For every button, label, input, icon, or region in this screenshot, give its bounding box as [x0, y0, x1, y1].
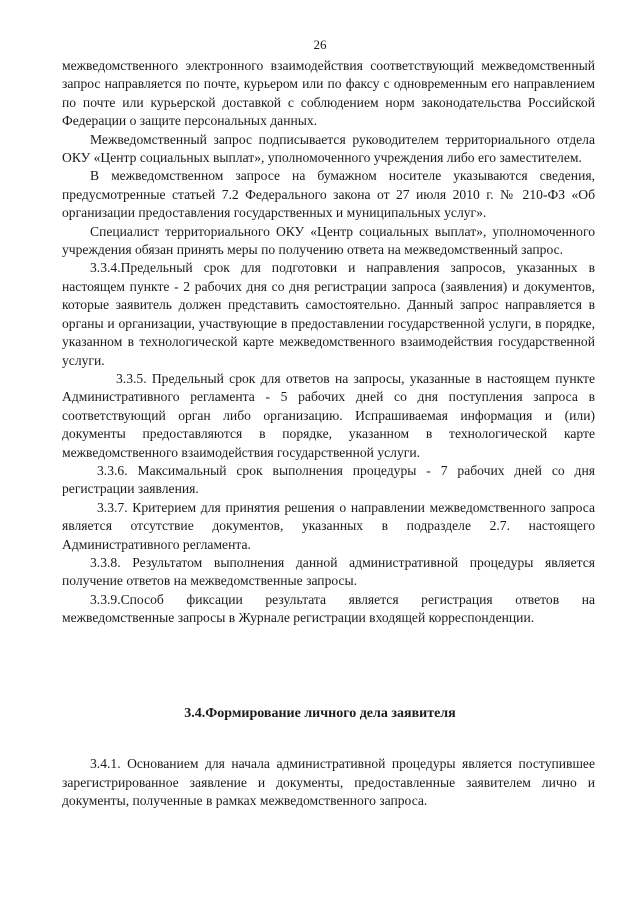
paragraph: 3.4.1. Основанием для начала административной процедуры является поступившее зарегистрированное заявление и документы, предоставленные заявителем лично и документы, полученные в рамках межведомственного запроса. [62, 756, 595, 809]
paragraph: 3.3.7. Критерием для принятия решения о направлении межведомственного запроса является отсутствие документов, указанных в подразделе 2.7. настоящего Административного регламента. [62, 499, 595, 552]
page-number: 26 [313, 37, 327, 52]
section-body [62, 755, 595, 811]
paragraph: 3.3.4.Предельный срок для подготовки и направления запросов, указанных в настоящем пункте - 2 рабочих дня со дня регистрации запроса (заявления) и документов, которые заявитель должен представить самостоятельно. Данный запрос направляется в органы и организации, участвующие в предоставлении государственной услуги, в порядке, указанном в технологической карте межведомственного взаимодействия государственной услуги. [62, 260, 595, 368]
paragraph: 3.3.5. Предельный срок для ответов на запросы, указанные в настоящем пункте Административного регламента - 5 рабочих дней со дня поступления запроса в соответствующий орган либо организацию. Испрашиваемая информация и (или) документы предоставляются в порядке, указанном в технологической карте межведомственного взаимодействия государственной услуги. [62, 370, 595, 460]
paragraph: 3.3.6. Максимальный срок выполнения процедуры - 7 рабочих дней со дня регистрации заявления. [62, 462, 595, 497]
section-title: 3.4.Формирование личного дела заявителя [184, 706, 456, 721]
paragraph: Межведомственный запрос подписывается руководителем территориального отдела ОКУ «Центр социальных выплат», уполномоченного учреждения либо его заместителем. [62, 131, 595, 166]
paragraph: 3.3.8. Результатом выполнения данной административной процедуры является получение ответов на межведомственные запросы. [62, 554, 595, 589]
document-body [62, 57, 595, 628]
paragraph: 3.3.9.Способ фиксации результата является регистрация ответов на межведомственные запросы в Журнале регистрации входящей корреспонденции. [62, 591, 595, 626]
paragraph: В межведомственном запросе на бумажном носителе указываются сведения, предусмотренные статьей 7.2 Федерального закона от 27 июля 2010 г. № 210-ФЗ «Об организации предоставления государственных и муниципальных услуг». [62, 168, 595, 221]
paragraph: межведомственного электронного взаимодействия соответствующий межведомственный запрос направляется по почте, курьером или по факсу с одновременным его направлением по почте или курьерской доставкой с соблюдением норм законодательства Российской Федерации о защите персональных данных. [62, 58, 595, 129]
paragraph: Специалист территориального ОКУ «Центр социальных выплат», уполномоченного учреждения обязан принять меры по получению ответа на межведомственный запрос. [62, 223, 595, 258]
